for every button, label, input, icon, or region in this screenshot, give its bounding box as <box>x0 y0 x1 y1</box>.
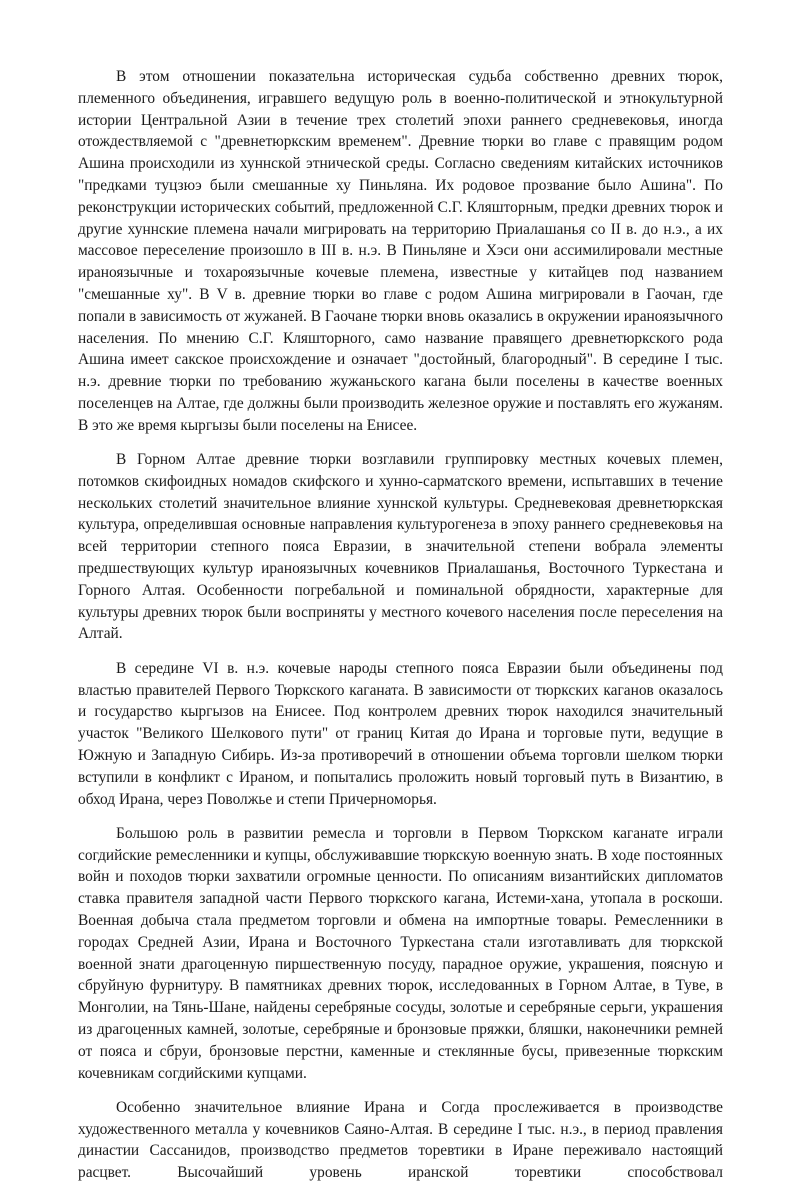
paragraph: Большою роль в развитии ремесла и торговли в Первом Тюркском каганате играли согдийские ремесленники и купцы, обслуживавшие тюркскую военную знать. В ходе постоянных войн и походов тюрки захватили огромные ценности. По описаниям византийских дипломатов ставка правителя западной части Первого тюркского кагана, Истеми-хана, утопала в роскоши. Военная добыча стала предметом торговли и обмена на импортные товары. Ремесленники в городах Средней Азии, Ирана и Восточного Туркестана стали изготавливать для тюркской военной знати драгоценную пиршественную посуду, парадное оружие, украшения, поясную и сбруйную фурнитуру. В памятниках древних тюрок, исследованных в Горном Алтае, в Туве, в Монголии, на Тянь-Шане, найдены серебряные сосуды, золотые и серебряные серьги, украшения из драгоценных камней, золотые, серебряные и бронзовые пряжки, бляшки, наконечники ремней от пояса и сбруи, бронзовые перстни, каменные и стеклянные бусы, привезенные тюркским кочевникам согдийскими купцами. <box>78 824 723 1082</box>
paragraph: В середине VI в. н.э. кочевые народы степного пояса Евразии были объединены под властью правителей Первого Тюркского каганата. В зависимости от тюркских каганов оказалось и государство кыргызов на Енисее. Под контролем древних тюрок находился значительный участок "Великого Шелкового пути" от границ Китая до Ирана и торговые пути, ведущие в Южную и Западную Сибирь. Из-за противоречий в отношении объема торговли шелком тюрки вступили в конфликт с Ираном, и попытались проложить новый торговый путь в Византию, в обход Ирана, через Поволжье и степи Причерноморья. <box>78 659 723 808</box>
paragraph: Особенно значительное влияние Ирана и Согда прослеживается в производстве художественного металла у кочевников Саяно-Алтая. В середине I тыс. н.э., в период правления династии Сассанидов, производство предметов торевтики в Иране переживало настоящий расцвет. Высочайший уровень иранской торевтики способствовал <box>78 1098 723 1182</box>
paragraph: В Горном Алтае древние тюрки возглавили группировку местных кочевых племен, потомков скифоидных номадов скифского и хунно-сарматского времени, испытавших в течение нескольких столетий значительное влияние хуннской культуры. Средневековая древнетюркская культура, определившая основные направления культурогенеза в эпоху раннего средневековья на всей территории степного пояса Евразии, в значительной степени вобрала элементы предшествующих культур ираноязычных кочевников Приалашанья, Восточного Туркестана и Горного Алтая. Особенности погребальной и поминальной обрядности, характерные для культуры древних тюрок были восприняты у местного кочевого населения после переселения на Алтай. <box>78 451 723 643</box>
paragraph: В этом отношении показательна историческая судьба собственно древних тюрок, племенного объединения, игравшего ведущую роль в военно-политической и этнокультурной истории Центральной Азии в течение трех столетий эпохи раннего средневековья, иногда отождествляемой с "древнетюркским временем". Древние тюрки во главе с правящим родом Ашина происходили из хуннской этнической среды. Согласно сведениям китайских источников "предками туцзюэ были смешанные ху Пиньляна. Их родовое прозвание было Ашина". По реконструкции исторических событий, предложенной С.Г. Кляшторным, предки древних тюрок и другие хуннские племена начали мигрировать на территорию Приалашанья со II в. до н.э., а их массовое переселение произошло в III в. н.э. В Пиньляне и Хэси они ассимилировали местные ираноязычные и тохароязычные кочевые племена, известные у китайцев под названием "смешанные ху". В V в. древние тюрки во главе с родом Ашина мигрировали в Гаочан, где попали в зависимость от жужаней. В Гаочане тюрки вновь оказались в окружении ираноязычного населения. По мнению С.Г. Кляшторного, само название правящего древнетюркского рода Ашина имеет сакское происхождение и означает "достойный, благородный". В середине I тыс. н.э. древние тюрки по требованию жужаньского кагана были поселены в качестве военных поселенцев на Алтае, где должны были производить железное оружие и поставлять его жужаням. В это же время кыргызы были поселены на Енисее. <box>78 68 723 434</box>
document-page <box>78 66 723 1184</box>
